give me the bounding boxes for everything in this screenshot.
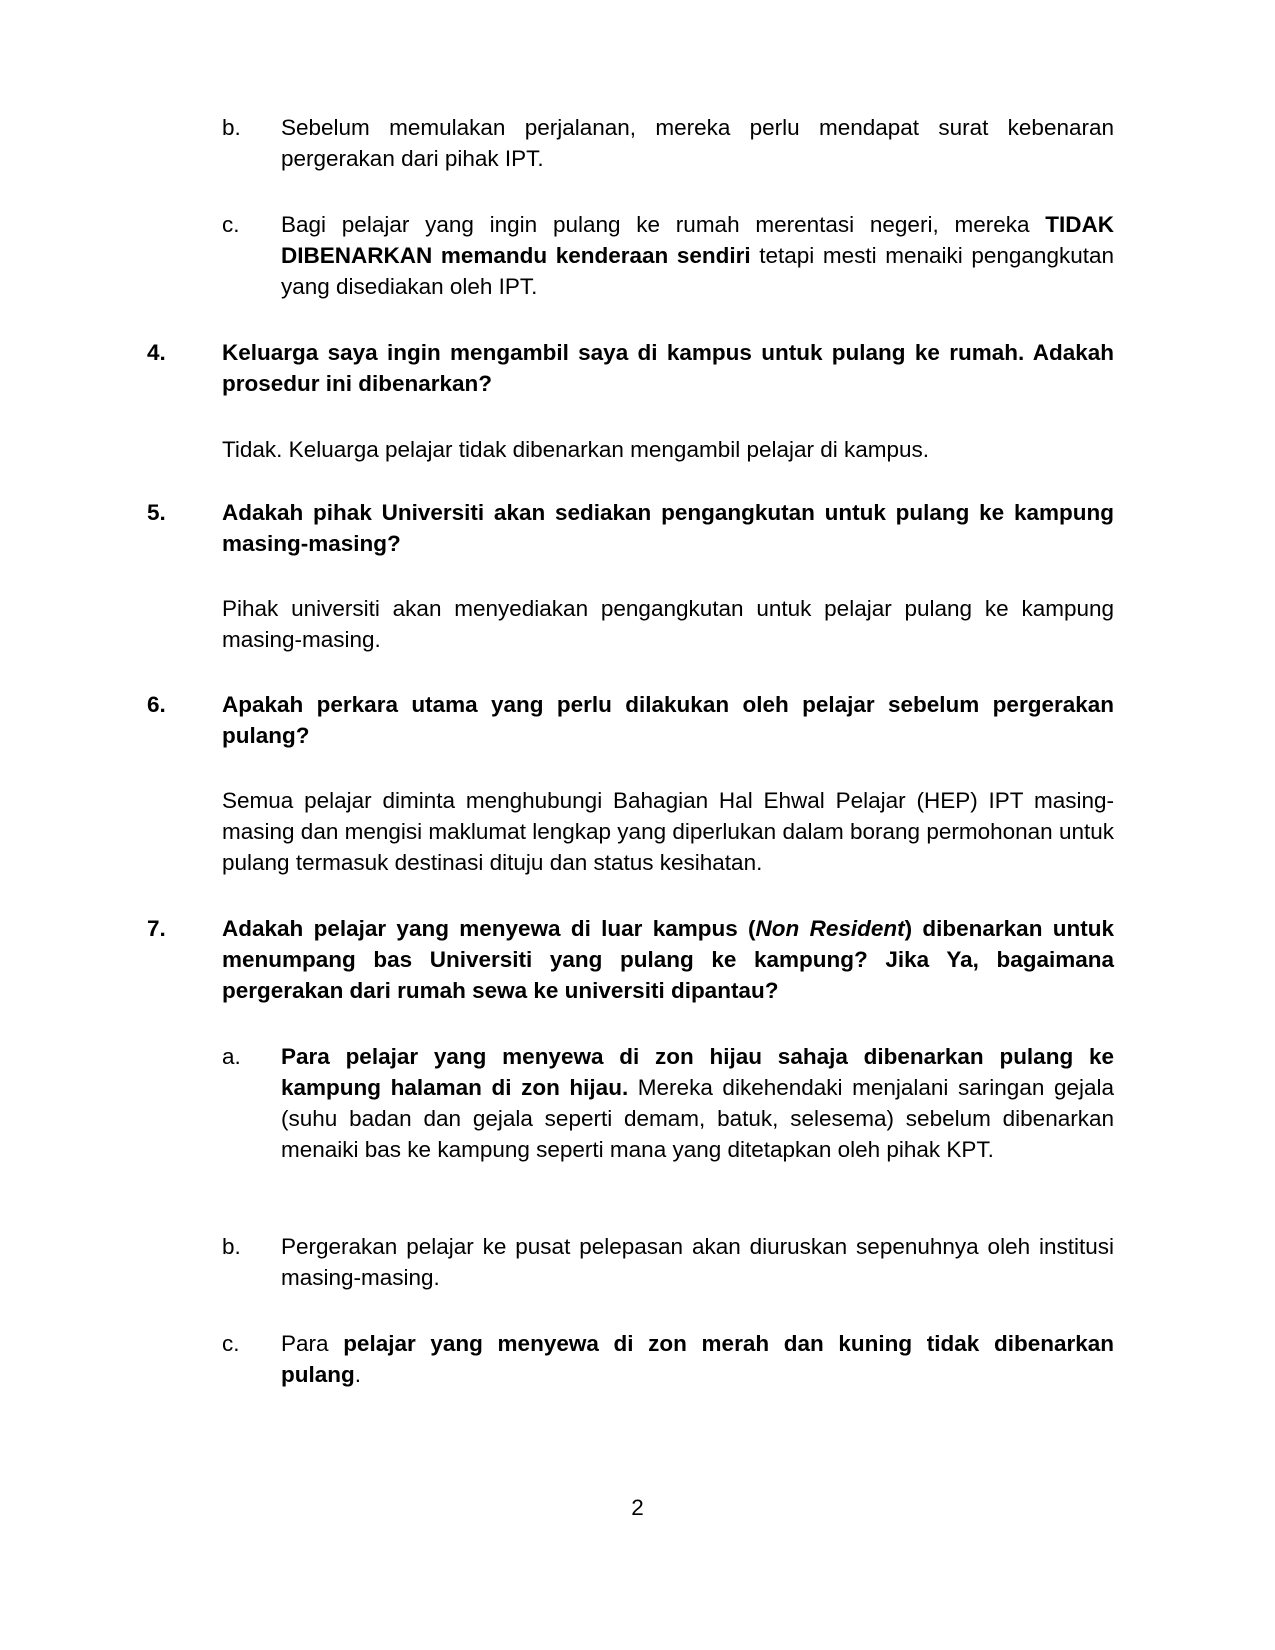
list-item-text-part: Bagi pelajar yang ingin pulang ke rumah merentasi negeri, mereka [281, 212, 1046, 237]
question-text [222, 913, 1114, 1006]
question-text-part: Adakah pelajar yang menyewa di luar kampus ( [222, 916, 756, 941]
list-label: b. [222, 115, 241, 140]
list-label: c. [222, 212, 240, 237]
page-number: 2 [631, 1495, 644, 1520]
list-item-text-part: . [354, 1362, 362, 1387]
question-text: Keluarga saya ingin mengambil saya di kampus untuk pulang ke rumah. Adakah prosedur ini dibenarkan? [222, 340, 1114, 396]
list-label: a. [222, 1044, 241, 1069]
question-number: 5. [147, 500, 166, 525]
emphasis-text: pelajar yang menyewa di zon merah dan kuning tidak dibenarkan pulang [281, 1331, 1114, 1387]
question-number: 4. [147, 340, 166, 365]
list-item-text-part: Para [281, 1331, 344, 1356]
list-item-text: Pergerakan pelajar ke pusat pelepasan akan diuruskan sepenuhnya oleh institusi masing-masing. [281, 1234, 1114, 1290]
italic-term: Non Resident [755, 916, 905, 941]
list-label: c. [222, 1331, 240, 1356]
answer-text: Tidak. Keluarga pelajar tidak dibenarkan mengambil pelajar di kampus. [222, 437, 930, 462]
question-text: Apakah perkara utama yang perlu dilakukan oleh pelajar sebelum pergerakan pulang? [222, 692, 1114, 748]
list-item-text [281, 209, 1114, 302]
question-text-part: ) dibenarkan untuk menumpang bas Universiti yang pulang ke kampung? Jika Ya, bagaimana pergerakan dari rumah sewa ke universiti dipantau? [222, 916, 1114, 1003]
list-item-text-part: tetapi mesti menaiki pengangkutan yang disediakan oleh IPT. [281, 243, 1114, 299]
question-number: 7. [147, 916, 166, 941]
question-number: 6. [147, 692, 166, 717]
list-item-text-part: Mereka dikehendaki menjalani saringan gejala (suhu badan dan gejala seperti demam, batuk, selesema) sebelum dibenarkan menaiki bas ke kampung seperti mana yang ditetapkan oleh pihak KPT. [281, 1075, 1114, 1162]
question-text: Adakah pihak Universiti akan sediakan pengangkutan untuk pulang ke kampung masing-masing? [222, 500, 1114, 556]
answer-text: Semua pelajar diminta menghubungi Bahagian Hal Ehwal Pelajar (HEP) IPT masing-masing dan mengisi maklumat lengkap yang diperlukan dalam borang permohonan untuk pulang termasuk destinasi dituju dan status kesihatan. [222, 788, 1114, 875]
emphasis-text: Para pelajar yang menyewa di zon hijau sahaja dibenarkan pulang ke kampung halaman di zon hijau. [281, 1044, 1114, 1100]
list-label: b. [222, 1234, 241, 1259]
answer-text: Pihak universiti akan menyediakan pengangkutan untuk pelajar pulang ke kampung masing-masing. [222, 596, 1114, 652]
list-item-text: Sebelum memulakan perjalanan, mereka perlu mendapat surat kebenaran pergerakan dari pihak IPT. [281, 115, 1114, 171]
emphasis-text: TIDAK DIBENARKAN memandu kenderaan sendiri [281, 212, 1114, 268]
list-item-text [281, 1328, 1114, 1390]
list-item-text [281, 1041, 1114, 1165]
